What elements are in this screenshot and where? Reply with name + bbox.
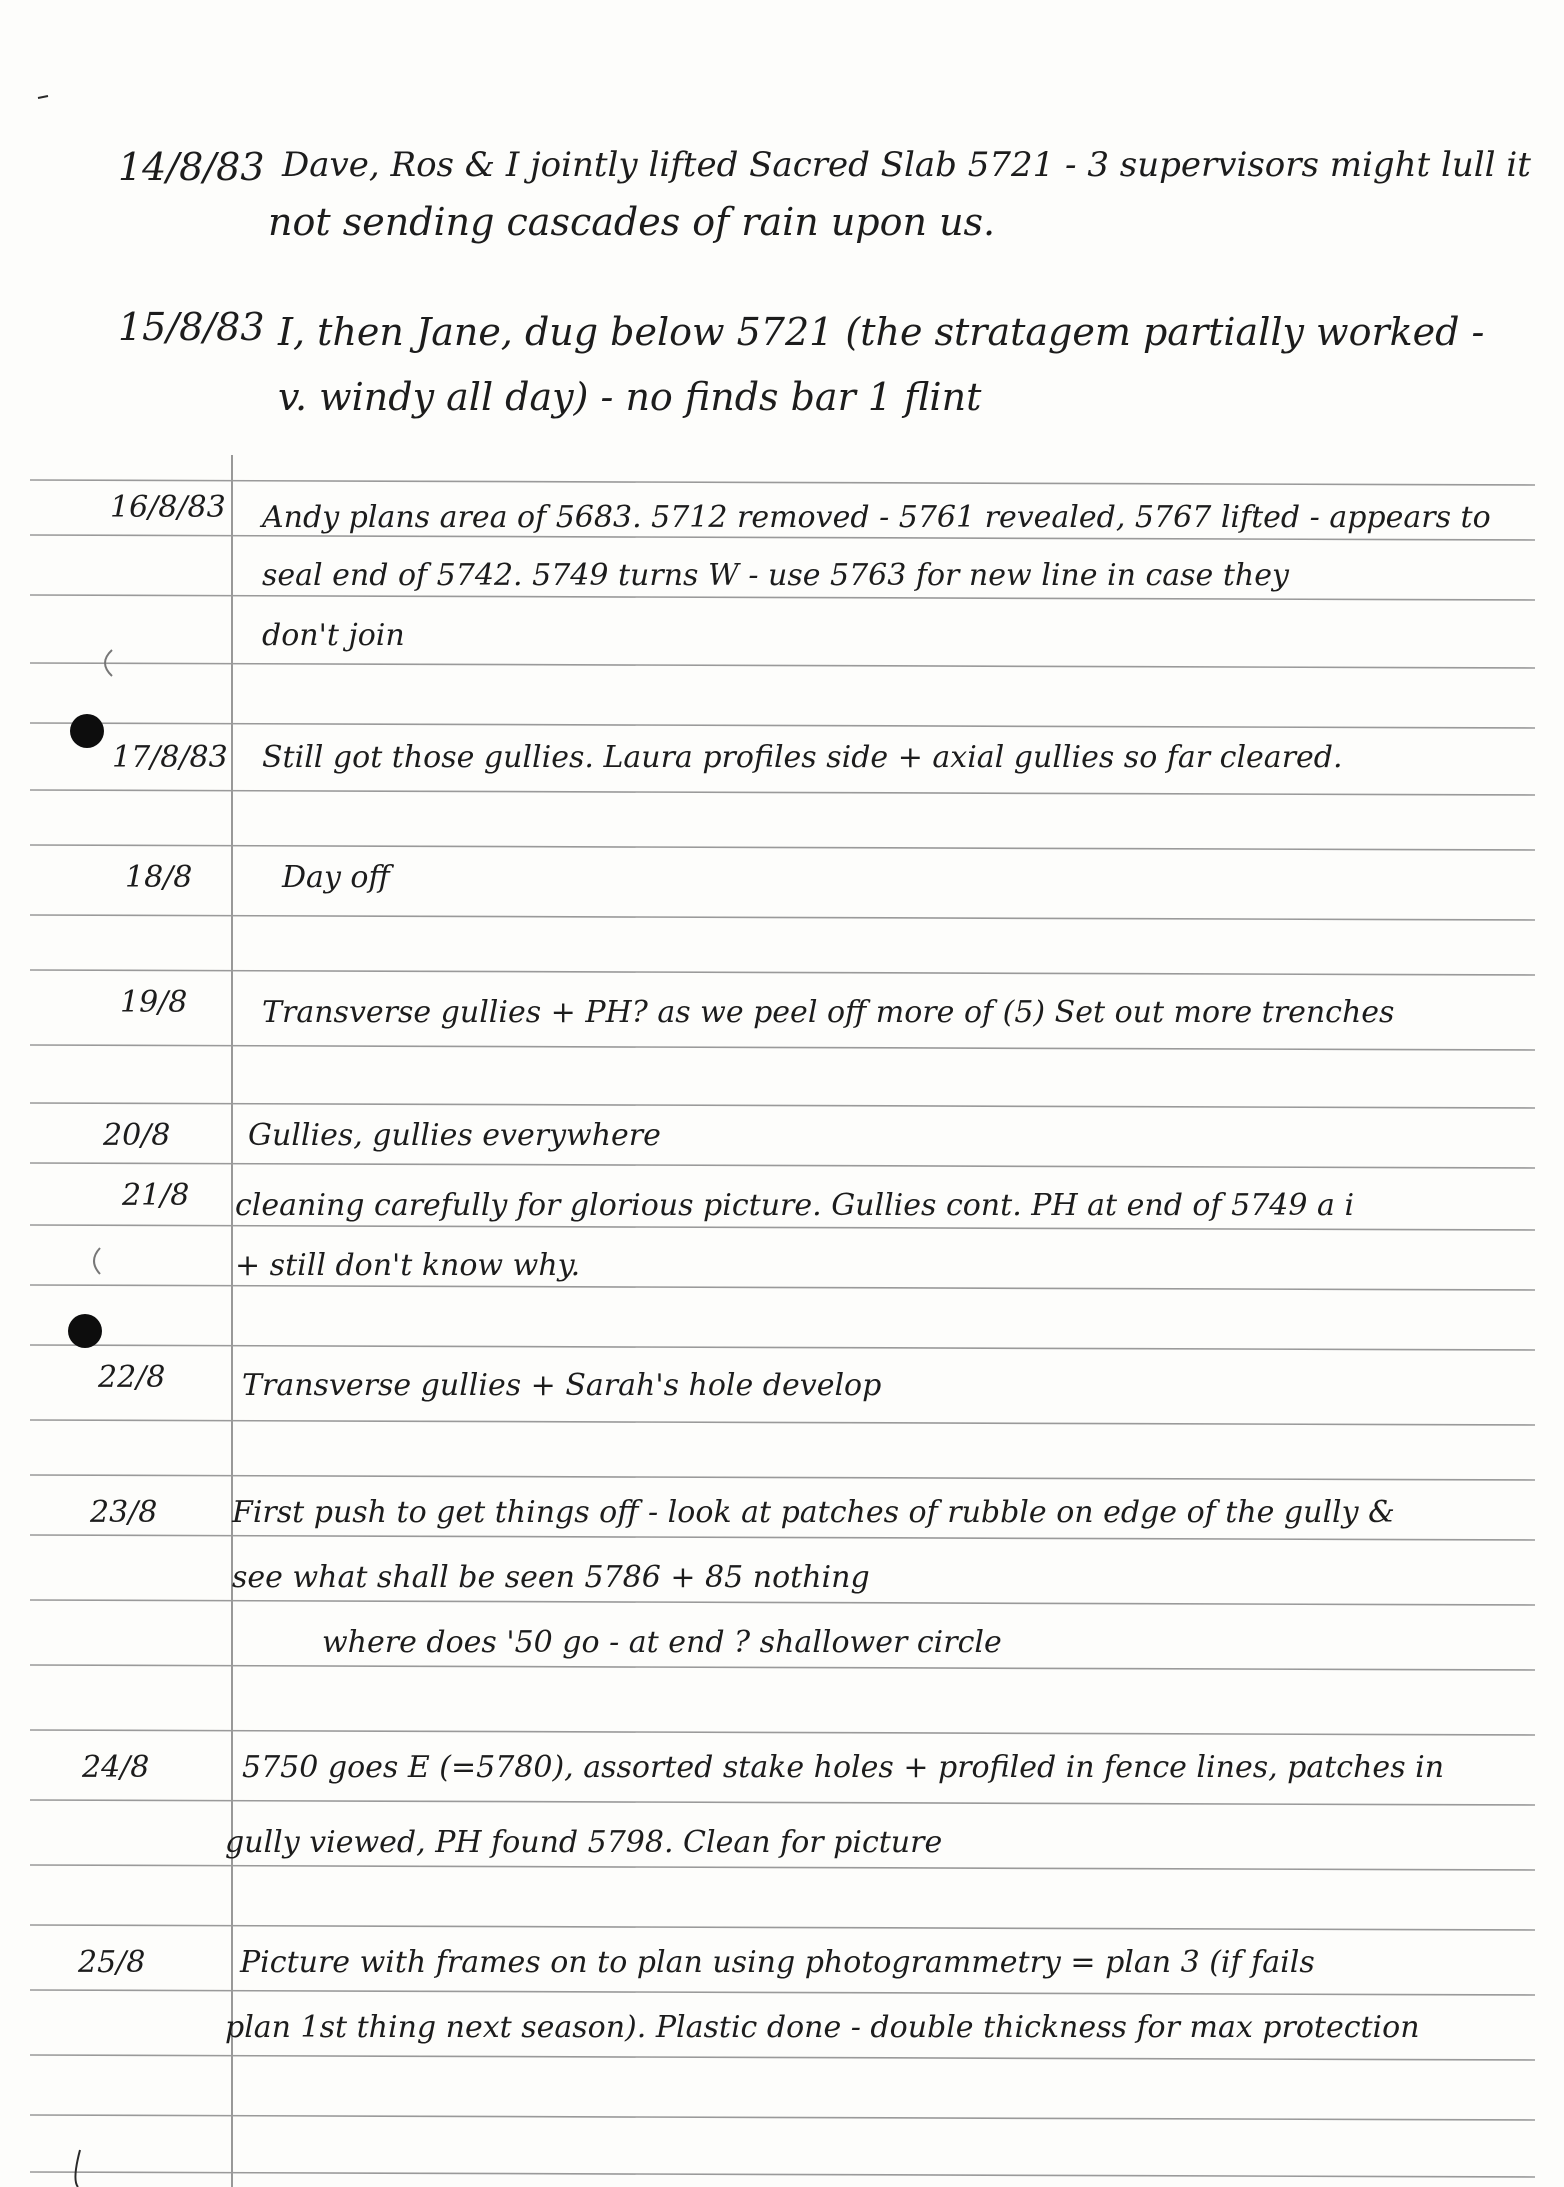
- binder-hole: [70, 714, 104, 748]
- binder-hole-ring: [105, 650, 112, 676]
- binder-hole-ring: [94, 1248, 100, 1274]
- entry-date: 17/8/83: [112, 740, 228, 775]
- entry-line: Transverse gullies + Sarah's hole develop: [242, 1368, 882, 1403]
- entry-line: Still got those gullies. Laura profiles side + axial gullies so far cleared.: [262, 740, 1343, 775]
- entry-line: Picture with frames on to plan using photogrammetry = plan 3 (if fails: [240, 1945, 1315, 1980]
- entry-line: Gullies, gullies everywhere: [248, 1118, 661, 1153]
- entry-line: plan 1st thing next season). Plastic done - double thickness for max protection: [225, 2010, 1420, 2045]
- entry-date: 23/8: [90, 1495, 158, 1530]
- entry-line: gully viewed, PH found 5798. Clean for picture: [225, 1825, 943, 1860]
- entry-line: see what shall be seen 5786 + 85 nothing: [232, 1560, 870, 1595]
- entry-line: Transverse gullies + PH? as we peel off more of (5) Set out more trenches: [262, 995, 1395, 1030]
- entry-date: 18/8: [125, 860, 193, 895]
- entry-date: 16/8/83: [110, 490, 226, 525]
- entry-line: Andy plans area of 5683. 5712 removed - 5761 revealed, 5767 lifted - appears to: [262, 500, 1491, 535]
- entry-line: I, then Jane, dug below 5721 (the stratagem partially worked -: [278, 310, 1485, 354]
- entry-line: seal end of 5742. 5749 turns W - use 5763 for new line in case they: [262, 558, 1289, 593]
- entry-line: Dave, Ros & I jointly lifted Sacred Slab 5721 - 3 supervisors might lull it: [282, 145, 1531, 185]
- ink-mark: [38, 96, 48, 98]
- entry-date: 21/8: [122, 1178, 190, 1213]
- entry-line: Day off: [282, 860, 390, 895]
- entry-line: + still don't know why.: [235, 1248, 581, 1283]
- entry-line: not sending cascades of rain upon us.: [268, 200, 996, 244]
- entry-line: where does '50 go - at end ? shallower circle: [322, 1625, 1002, 1660]
- entry-line: 5750 goes E (=5780), assorted stake holes + profiled in fence lines, patches in: [242, 1750, 1445, 1785]
- binder-hole: [68, 1314, 102, 1348]
- entry-date: 19/8: [120, 985, 188, 1020]
- entry-line: v. windy all day) - no finds bar 1 flint: [278, 375, 982, 419]
- entry-line: don't join: [262, 618, 405, 653]
- entry-date: 24/8: [82, 1750, 150, 1785]
- ink-mark: [75, 2150, 80, 2187]
- entry-date: 14/8/83: [118, 145, 265, 189]
- entry-date: 20/8: [103, 1118, 171, 1153]
- entry-date: 15/8/83: [118, 305, 265, 349]
- entry-date: 25/8: [78, 1945, 146, 1980]
- entry-line: First push to get things off - look at patches of rubble on edge of the gully &: [232, 1495, 1395, 1530]
- entry-line: cleaning carefully for glorious picture. Gullies cont. PH at end of 5749 a i: [235, 1188, 1355, 1223]
- entry-date: 22/8: [98, 1360, 166, 1395]
